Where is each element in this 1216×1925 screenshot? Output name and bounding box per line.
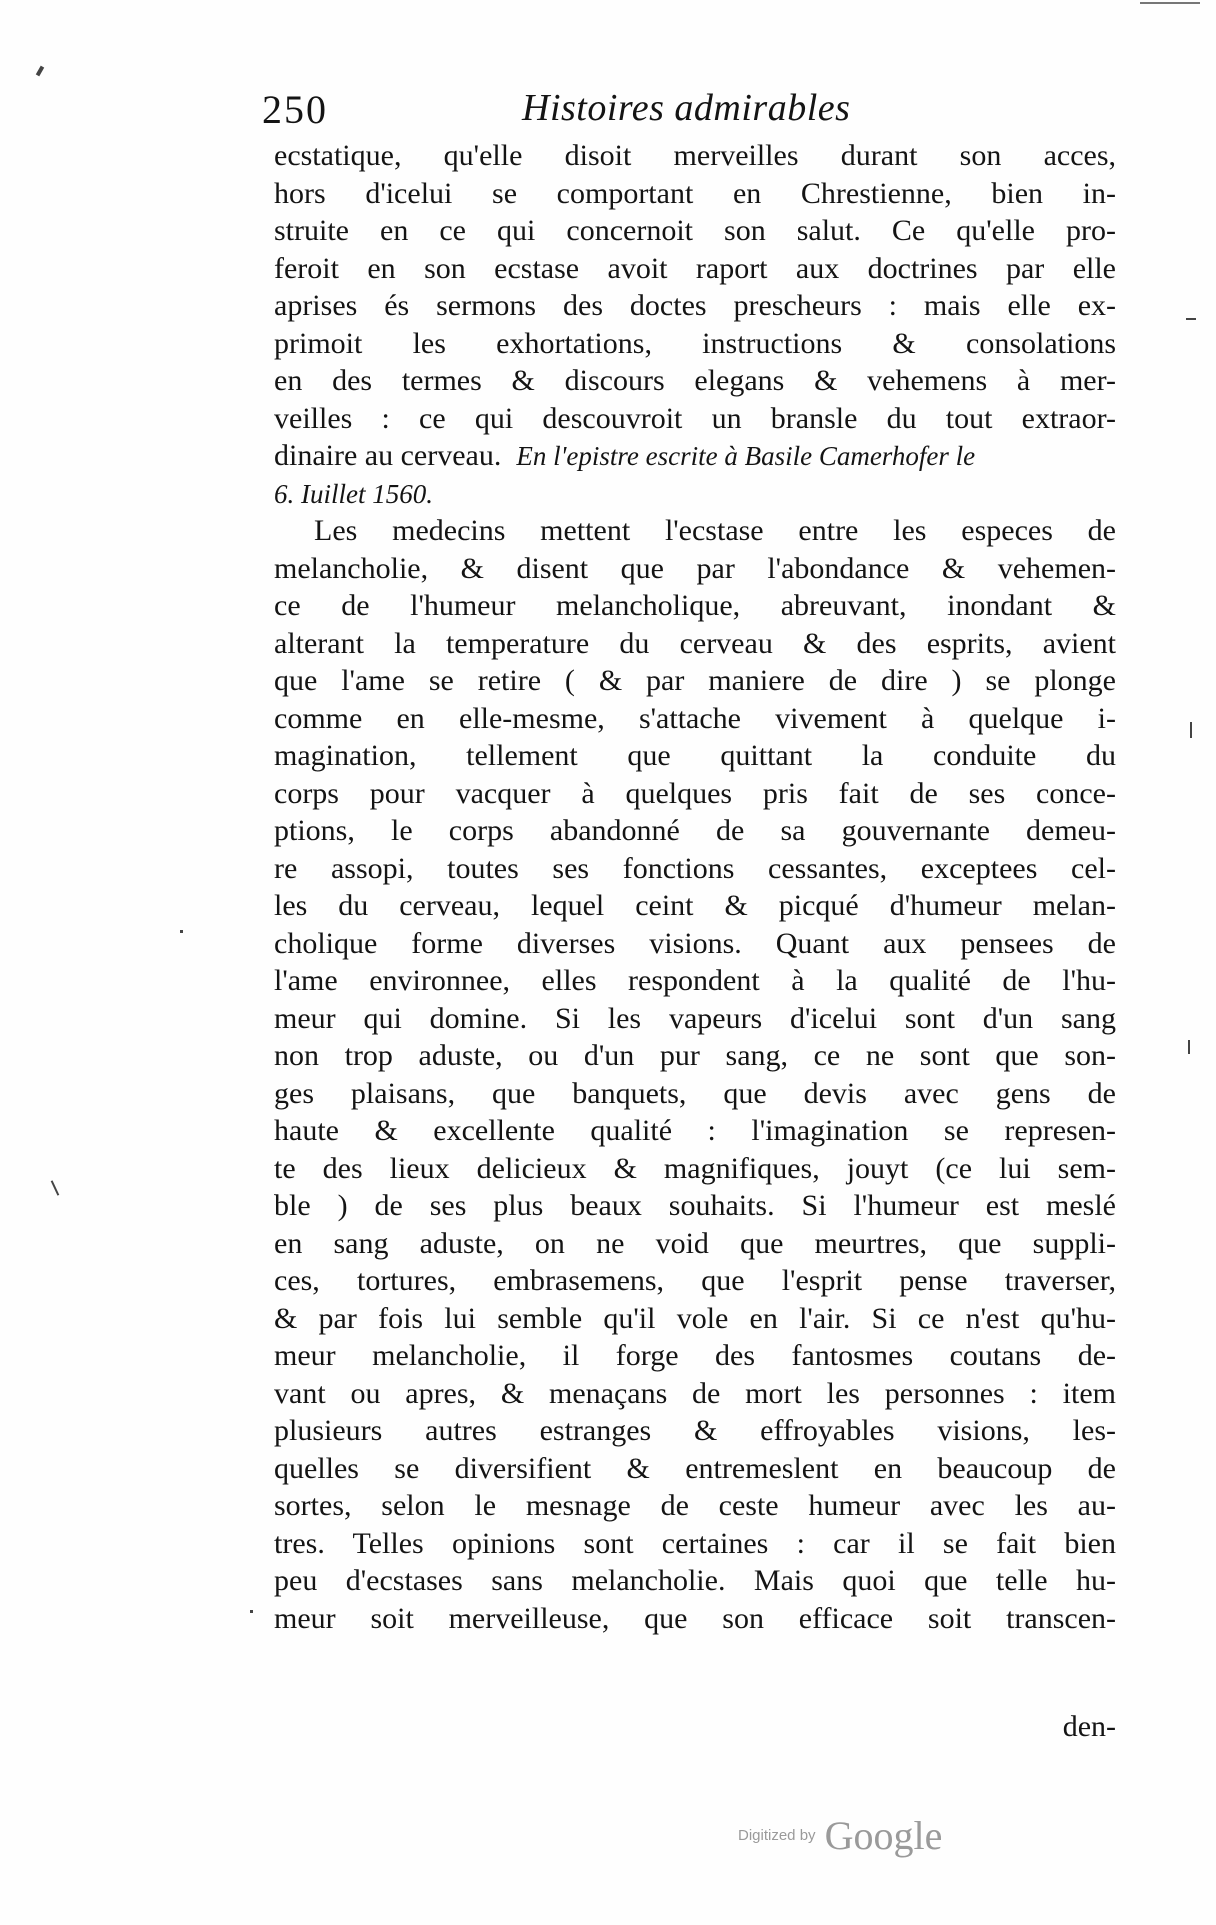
text-line: haute & excellente qualité : l'imagination se represen- xyxy=(274,1114,1116,1147)
google-logo: Google xyxy=(824,1813,943,1858)
text-line: primoit les exhortations, instructions & consolations xyxy=(274,326,1116,360)
scan-speck xyxy=(250,1610,253,1613)
scan-speck xyxy=(1190,722,1192,738)
text-line: meur melancholie, il forge des fantosmes coutans de- xyxy=(274,1339,1116,1372)
text-line: en sang aduste, on ne void que meurtres, que suppli- xyxy=(274,1226,1116,1260)
text-line: struite en ce qui concernoit son salut. Ce qu'elle pro- xyxy=(274,214,1116,247)
text-line: aprises és sermons des doctes prescheurs : mais elle ex- xyxy=(274,289,1116,322)
text-line: veilles : ce qui descouvroit un bransle du tout extraor- xyxy=(274,401,1116,435)
text-line: & par fois lui semble qu'il vole en l'air. Si ce n'est qu'hu- xyxy=(274,1301,1116,1335)
text-line: magination, tellement que quittant la conduite du xyxy=(274,739,1116,772)
citation: En l'epistre escrite à Basile Camerhofer le xyxy=(516,441,976,471)
text-line: sortes, selon le mesnage de ceste humeur avec les au- xyxy=(274,1489,1116,1522)
watermark-prefix: Digitized by xyxy=(738,1827,816,1844)
text-line: non trop aduste, ou d'un pur sang, ce ne sont que son- xyxy=(274,1039,1116,1072)
citation-date-line xyxy=(274,475,1116,513)
text-line: les du cerveau, lequel ceint & picqué d'humeur melan- xyxy=(274,889,1116,922)
text-line: corps pour vacquer à quelques pris fait de ses conce- xyxy=(274,776,1116,810)
text-line: re assopi, toutes ses fonctions cessantes, exceptees cel- xyxy=(274,851,1116,885)
google-watermark xyxy=(738,1812,943,1858)
text-line: ges plaisans, que banquets, que devis avec gens de xyxy=(274,1076,1116,1110)
text-line: meur qui domine. Si les vapeurs d'icelui sont d'un sang xyxy=(274,1001,1116,1035)
scan-speck xyxy=(1140,2,1200,4)
text-line: ce de l'humeur melancholique, abreuvant, inondant & xyxy=(274,589,1116,622)
scan-speck xyxy=(1188,1040,1190,1054)
body-text xyxy=(274,137,1116,1637)
text-line: que l'ame se retire ( & par maniere de dire ) se plonge xyxy=(274,664,1116,697)
text-line: dinaire au cerveau. xyxy=(274,439,502,472)
text-line: ecstatique, qu'elle disoit merveilles durant son acces, xyxy=(274,139,1116,172)
catchword: den- xyxy=(1062,1710,1116,1743)
text-line: quelles se diversifient & entremeslent en beaucoup de xyxy=(274,1451,1116,1485)
text-line: ptions, le corps abandonné de sa gouvernante demeu- xyxy=(274,814,1116,847)
text-line: hors d'icelui se comportant en Chrestienne, bien in- xyxy=(274,176,1116,210)
text-line: melancholie, & disent que par l'abondance & vehemen- xyxy=(274,551,1116,585)
text-line: plusieurs autres estranges & effroyables visions, les- xyxy=(274,1414,1116,1447)
text-line: te des lieux delicieux & magnifiques, jouyt (ce lui sem- xyxy=(274,1151,1116,1185)
text-line: peu d'ecstases sans melancholie. Mais quoi que telle hu- xyxy=(274,1564,1116,1597)
scan-speck xyxy=(1186,318,1196,320)
text-line: Les medecins mettent l'ecstase entre les especes de xyxy=(314,514,1116,547)
text-line: tres. Telles opinions sont certaines : car il se fait bien xyxy=(274,1526,1116,1560)
text-line: feroit en son ecstase avoit raport aux doctrines par elle xyxy=(274,251,1116,285)
text-line: l'ame environnee, elles respondent à la qualité de l'hu- xyxy=(274,964,1116,997)
text-line: en des termes & discours elegans & vehemens à mer- xyxy=(274,364,1116,397)
running-title: Histoires admirables xyxy=(522,87,851,129)
scan-speck xyxy=(180,930,183,933)
text-line: alterant la temperature du cerveau & des esprits, avient xyxy=(274,626,1116,660)
page-number: 250 xyxy=(262,87,328,132)
text-line: vant ou apres, & menaçans de mort les personnes : item xyxy=(274,1376,1116,1410)
text-line: ble ) de ses plus beaux souhaits. Si l'humeur est meslé xyxy=(274,1189,1116,1222)
text-line: comme en elle-mesme, s'attache vivement à quelque i- xyxy=(274,701,1116,735)
text-line: meur soit merveilleuse, que son efficace soit transcen- xyxy=(274,1601,1116,1635)
citation-date: 6. Iuillet 1560. xyxy=(274,478,433,509)
text-line: ces, tortures, embrasemens, que l'esprit pense traverser, xyxy=(274,1264,1116,1297)
text-line-with-citation xyxy=(274,437,1116,475)
page-header xyxy=(262,86,912,136)
scan-speck xyxy=(51,1180,60,1195)
text-line: cholique forme diverses visions. Quant aux pensees de xyxy=(274,926,1116,960)
scan-speck xyxy=(36,66,44,77)
